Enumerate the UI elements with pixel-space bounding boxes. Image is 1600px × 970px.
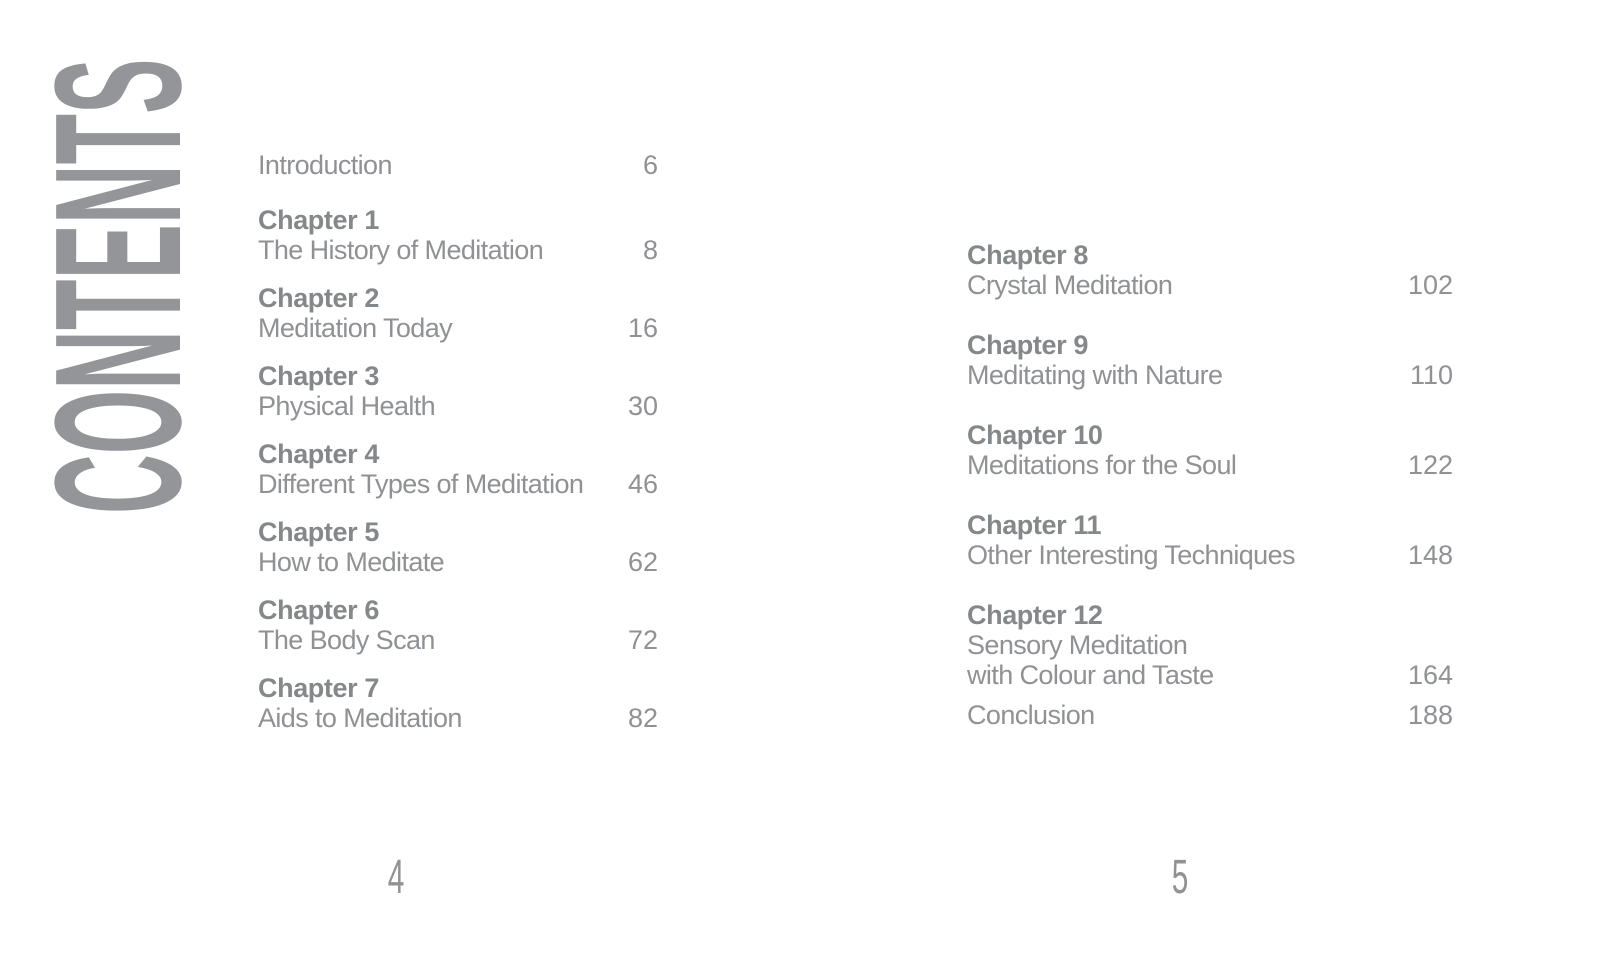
entry-title: Different Types of Meditation bbox=[258, 469, 584, 499]
entry-page-number: 30 bbox=[627, 391, 658, 421]
contents-vertical-title: CONTENTS bbox=[18, 58, 219, 515]
toc-entry-introduction bbox=[258, 150, 658, 180]
entry-page-number: 62 bbox=[627, 547, 658, 577]
entry-page-number: 82 bbox=[627, 703, 658, 733]
entry-page-number: 102 bbox=[1407, 270, 1453, 300]
entry-title: Meditation Today bbox=[258, 313, 453, 343]
toc-entry-chapter-1 bbox=[258, 205, 658, 265]
chapter-label: Chapter 4 bbox=[258, 439, 379, 469]
toc-entry-chapter-11 bbox=[967, 510, 1453, 570]
toc-column-left bbox=[258, 150, 658, 733]
entry-title-line-2: with Colour and Taste bbox=[967, 660, 1214, 690]
toc-entry-chapter-2 bbox=[258, 283, 658, 343]
chapter-label: Chapter 11 bbox=[967, 510, 1102, 540]
entry-page-number: 72 bbox=[627, 625, 658, 655]
entry-title-line-1: Sensory Meditation bbox=[967, 630, 1188, 660]
folio-page-number-right: 5 bbox=[1171, 851, 1189, 904]
entry-title: Meditating with Nature bbox=[967, 360, 1223, 390]
toc-entry-chapter-8 bbox=[967, 240, 1453, 300]
entry-title: Meditations for the Soul bbox=[967, 450, 1237, 480]
chapter-label: Chapter 12 bbox=[967, 600, 1103, 630]
entry-page-number: 188 bbox=[1407, 700, 1453, 730]
toc-entry-chapter-12 bbox=[967, 600, 1453, 690]
chapter-label: Chapter 3 bbox=[258, 361, 379, 391]
toc-entry-chapter-10 bbox=[967, 420, 1453, 480]
entry-page-number: 6 bbox=[642, 150, 658, 180]
entry-page-number: 122 bbox=[1407, 450, 1453, 480]
entry-title: Introduction bbox=[258, 150, 392, 180]
entry-page-number: 8 bbox=[642, 235, 658, 265]
folio-page-number-left: 4 bbox=[387, 851, 405, 904]
entry-title: Crystal Meditation bbox=[967, 270, 1173, 300]
toc-entry-chapter-5 bbox=[258, 517, 658, 577]
toc-entry-chapter-3 bbox=[258, 361, 658, 421]
chapter-label: Chapter 1 bbox=[258, 205, 379, 235]
chapter-label: Chapter 8 bbox=[967, 240, 1088, 270]
entry-page-number: 16 bbox=[627, 313, 658, 343]
toc-column-right bbox=[967, 240, 1453, 730]
entry-title: Conclusion bbox=[967, 700, 1095, 730]
entry-title: How to Meditate bbox=[258, 547, 445, 577]
chapter-label: Chapter 9 bbox=[967, 330, 1088, 360]
entry-page-number: 46 bbox=[627, 469, 658, 499]
toc-entry-conclusion bbox=[967, 700, 1453, 730]
entry-title: Other Interesting Techniques bbox=[967, 540, 1295, 570]
entry-page-number: 164 bbox=[1407, 660, 1453, 690]
entry-page-number: 148 bbox=[1407, 540, 1453, 570]
entry-title: Physical Health bbox=[258, 391, 436, 421]
toc-entry-chapter-9 bbox=[967, 330, 1453, 390]
chapter-label: Chapter 7 bbox=[258, 673, 379, 703]
chapter-label: Chapter 5 bbox=[258, 517, 379, 547]
toc-entry-chapter-6 bbox=[258, 595, 658, 655]
chapter-label: Chapter 6 bbox=[258, 595, 379, 625]
entry-title: The History of Meditation bbox=[258, 235, 544, 265]
entry-page-number: 110 bbox=[1409, 360, 1453, 390]
entry-title: Aids to Meditation bbox=[258, 703, 462, 733]
toc-entry-chapter-7 bbox=[258, 673, 658, 733]
toc-entry-chapter-4 bbox=[258, 439, 658, 499]
chapter-label: Chapter 10 bbox=[967, 420, 1103, 450]
chapter-label: Chapter 2 bbox=[258, 283, 379, 313]
entry-title: The Body Scan bbox=[258, 625, 435, 655]
